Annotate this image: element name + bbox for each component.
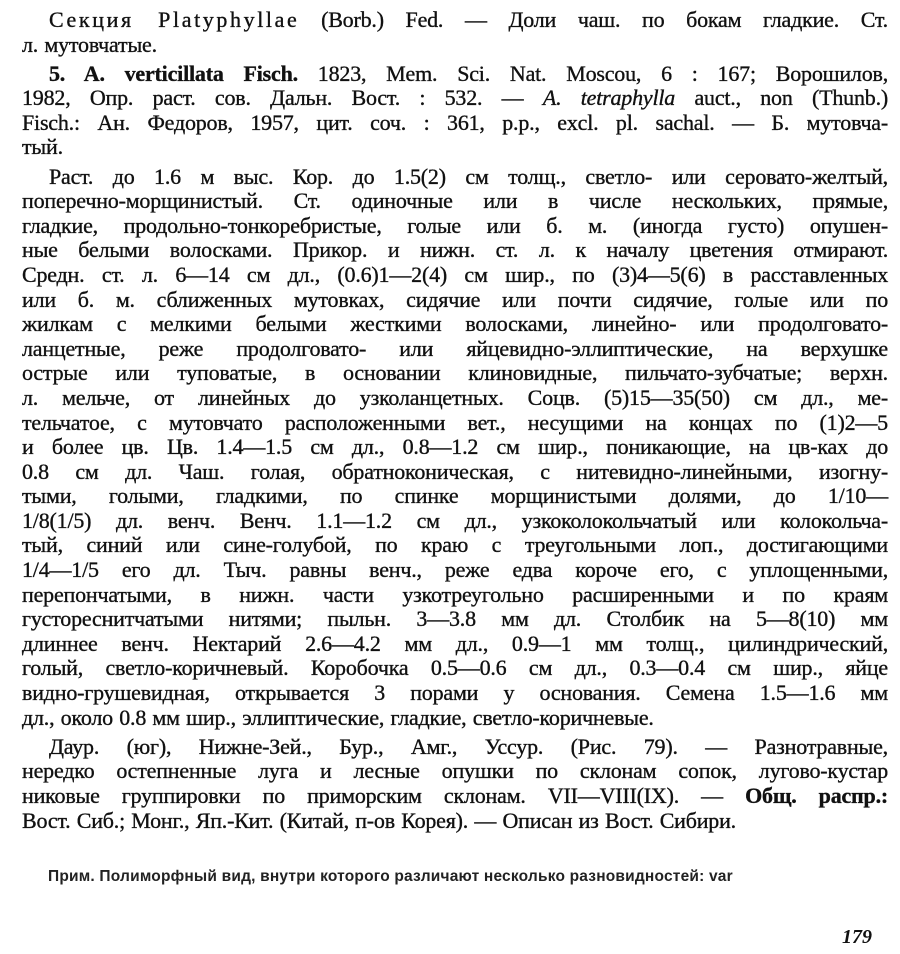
text-segment: острые или туповатые, в основании клиновидные, пильчато-зубчатые; верхн. [22,360,888,386]
text-segment: Fisch.: Ан. Федоров, 1957, цит. соч. : 361, p.p., excl. pl. sachal. — Б. мутовча- [22,109,888,135]
text-line [22,656,888,681]
text-segment: густореснитчатыми нитями; пыльн. 3—3.8 мм дл. Столбик на 5—8(10) мм [22,606,888,632]
text-segment: перепончатыми, в нижн. части узкотреугольно расширенными и по краям [22,581,888,607]
text-line [22,8,888,33]
text-line [22,386,888,411]
text-line [22,809,888,834]
text-segment: 5. A. verticillata Fisch. [49,60,298,86]
text-line [22,681,888,706]
footnote-remark: Прим. Полиморфный вид, внутри которого различают несколько разновидностей: var [48,868,733,885]
text-line [22,558,888,583]
page-number: 179 [842,926,872,948]
text-line [22,632,888,657]
text-line [22,735,888,760]
text-segment: дл., около 0.8 мм шир., эллиптические, гладкие, светло-коричневые. [22,704,654,730]
text-segment: Вост. Сиб.; Монг., Яп.-Кит. (Китай, п-ов Корея). — Описан из Вост. Сибири. [22,807,736,833]
text-segment: нередко остепненные луга и лесные опушки по склонам сопок, лугово-кустар [22,758,888,784]
text-line [22,165,888,190]
text-segment: голый, светло-коричневый. Коробочка 0.5—0.6 см дл., 0.3—0.4 см шир., яйце [22,655,888,681]
text-line [22,86,888,111]
text-line [22,288,888,313]
text-line [22,111,888,136]
text-segment: л. мельче, от линейных до узколанцетных. Соцв. (5)15—35(50) см дл., ме- [22,384,888,410]
text-segment: длиннее венч. Нектарий 2.6—4.2 мм дл., 0.9—1 мм толщ., цилиндрический, [22,630,888,656]
text-line [22,435,888,460]
text-segment: 1823, Mem. Sci. Nat. Moscou, 6 : 167; Ворошилов, [297,60,888,86]
text-line [22,312,888,337]
text-segment: 1982, Опр. раст. сов. Дальн. Вост. : 532. — [22,85,543,111]
text-segment: Раст. до 1.6 м выс. Кор. до 1.5(2) см толщ., светло- или серовато-желтый, [49,163,888,189]
text-line [22,460,888,485]
text-line [22,509,888,534]
text-line [22,706,888,731]
text-segment: л. мутовчатые. [22,31,157,57]
text-segment: гладкие, продольно-тонкоребристые, голые или б. м. (иногда густо) опушен- [22,212,888,238]
text-line [22,484,888,509]
text-segment: A. tetraphylla [542,85,676,111]
text-line [22,583,888,608]
text-segment: 1/8(1/5) дл. венч. Венч. 1.1—1.2 см дл., узкоколокольчатый или колокольча- [22,507,888,533]
text-line [22,784,888,809]
text-line [22,33,888,58]
distribution [22,735,888,833]
text-segment: Секция Platyphyllae [49,7,300,32]
text-segment: (Borb.) Fed. — Доли чаш. по бокам гладкие. Ст. [299,7,888,32]
text-segment: ланцетные, реже продолговато- или яйцевидно-эллиптические, на верхушке [22,335,888,361]
text-segment: или б. м. сближенных мутовках, сидячие или почти сидячие, голые или по [22,286,888,312]
text-line [22,337,888,362]
text-segment: жилкам с мелкими белыми жесткими волосками, линейно- или продолговато- [22,311,888,337]
text-segment: тыми, голыми, гладкими, по спинке морщинистыми долями, до 1/10— [22,483,888,509]
text-line [22,361,888,386]
text-line [22,759,888,784]
text-line [22,214,888,239]
text-line [22,135,888,160]
text-line [22,533,888,558]
text-segment: и более цв. Цв. 1.4—1.5 см дл., 0.8—1.2 см шир., поникающие, на цв-ках до [22,434,888,460]
text-segment: auct., non (Thunb.) [675,85,889,111]
text-segment: Даур. (юг), Нижне-Зей., Бур., Амг., Уссур. (Рис. 79). — Разнотравные, [49,733,888,759]
text-segment: Общ. распр.: [745,782,888,808]
text-line [22,263,888,288]
section-heading [22,8,888,57]
text-segment: ные белыми волосками. Прикор. и нижн. ст. л. к началу цветения отмирают. [22,237,888,263]
text-segment: 0.8 см дл. Чаш. голая, обратноконическая, с нитевидно-линейными, изогну- [22,458,888,484]
text-line [22,189,888,214]
text-segment: видно-грушевидная, открывается 3 порами у основания. Семена 1.5—1.6 мм [22,680,888,706]
text-segment: тый, синий или сине-голубой, по краю с треугольными лоп., достигающими [22,532,888,558]
page-text [22,8,888,833]
text-line [22,62,888,87]
species-citation [22,62,888,160]
text-line [22,238,888,263]
text-segment: никовые группировки по приморским склонам. VII—VIII(IX). — [22,782,746,808]
text-line [22,607,888,632]
species-description [22,165,888,731]
text-line [22,411,888,436]
text-segment: 1/4—1/5 его дл. Тыч. равны венч., реже едва короче его, с уплощенными, [22,557,888,583]
text-segment: поперечно-морщинистый. Ст. одиночные или в числе нескольких, прямые, [22,188,888,214]
text-segment: Средн. ст. л. 6—14 см дл., (0.6)1—2(4) см шир., по (3)4—5(6) в расставленных [22,261,888,287]
text-segment: тельчатое, с мутовчато расположенными вет., несущими на концах по (1)2—5 [22,409,888,435]
text-segment: тый. [22,134,63,160]
